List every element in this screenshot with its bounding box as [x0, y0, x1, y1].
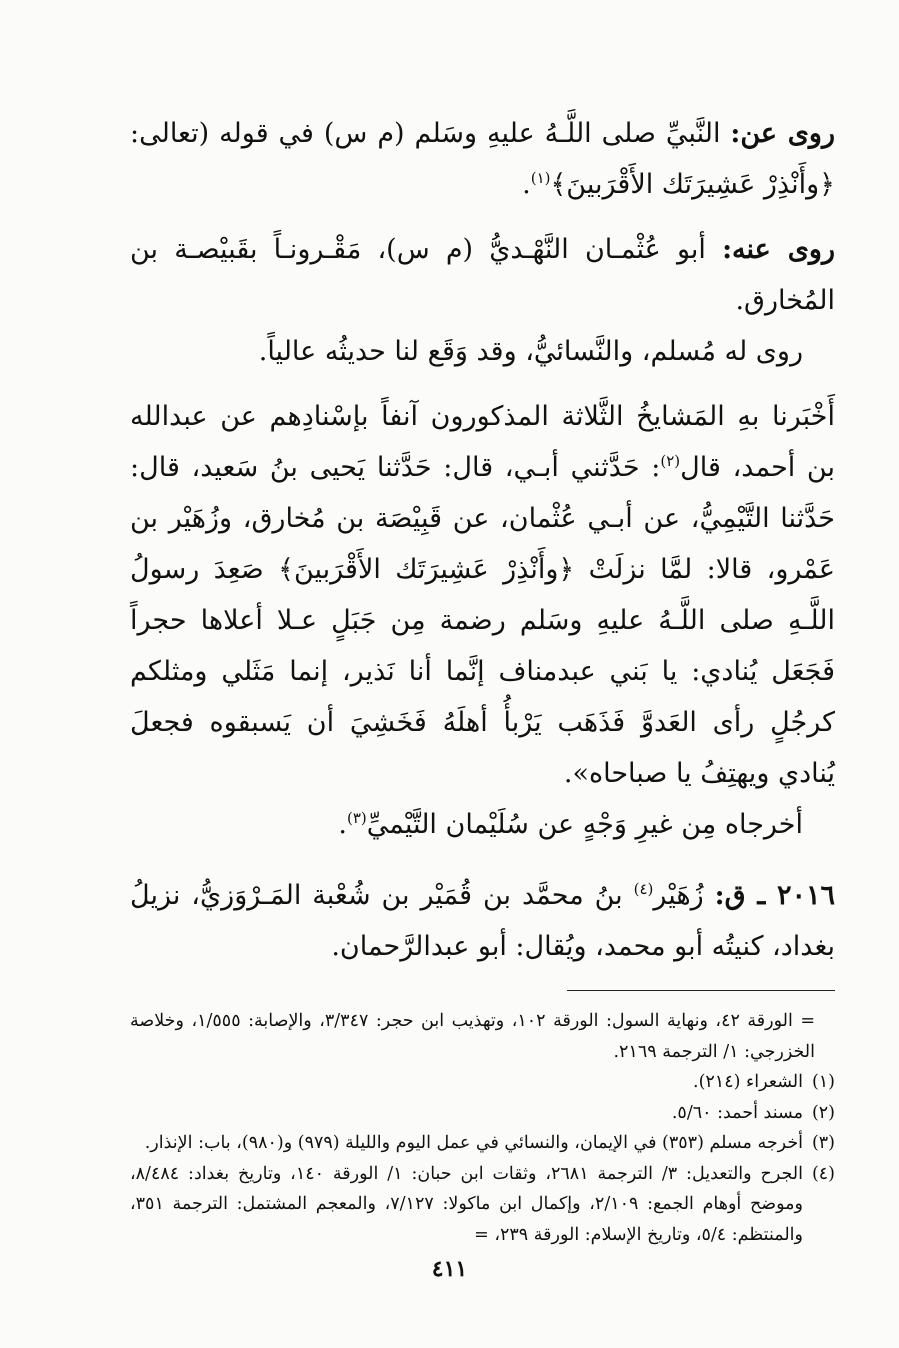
hadith-paragraph: أَخْبَرنا بهِ المَشايخُ الثَّلاثة المذكورون آنفاً بإسْنادِهم عن عبدالله بن أحمد، قال$^{(٢)}$: حَدَّثني أبـي، قال: حَدَّثنا يَحيى بنُ سَعيد، قال: حَدَّثنا التَّيْمِيُّ، عن أبـي عُثْمان، عن قَبِيْصَة بن مُخارق، وزُهَيْر بن عَمْرو، قالا: لمَّا نزلَتْ ﴿وأَنْذِرْ عَشِيرَتَك الأَقْرَبينَ﴾ صَعِدَ رسولُ اللَّـهِ صلى اللَّـهُ عليهِ وسَلم رضمة مِن جَبَلٍ عـلا أعلاها حجراً فَجَعَل يُنادي: يا بَني عبدمناف إنَّما أنا نَذير، إنما مَثَلي ومثلكم كرجُلٍ رأى العَدوَّ فَذَهَب يَرْبأُ أهلَهُ فَخَشِيَ أن يَسبقوه فجعلَ يُنادي ويهتِفُ يا صباحاه». [130, 401, 836, 789]
entry-number-label: ٢٠١٦ ـ ق: [714, 880, 835, 911]
footnote-number: (٤) [811, 1163, 835, 1184]
footnote-1 [130, 1067, 835, 1098]
narrated-for-paragraph: روى له مُسلم، والنَّسائيُّ، وقد وَقَع لنا حديثُه عالياً. [258, 336, 803, 367]
footnotes-section [130, 990, 835, 1250]
footnote-number: (٢) [811, 1102, 835, 1123]
footnote-2 [130, 1098, 835, 1129]
footnote-text: أخرجه مسلم (٣٥٣) في الإيمان، والنسائي في عمل اليوم والليلة (٩٧٩) و(٩٨٠)، باب: الإنذار. [144, 1133, 803, 1153]
footnote-text: الشعراء (٢١٤). [693, 1072, 803, 1092]
footnote-continuation: = الورقة ٤٢، ونهاية السول: الورقة ١٠٢، وتهذيب ابن حجر: ٣/٣٤٧، والإصابة: ١/٥٥٥، وخلاصة الخزرجي: ١/ الترجمة ٢١٦٩. [130, 1011, 815, 1062]
footnote-ref-4: (٤) [633, 880, 654, 898]
footnote-text: الجرح والتعديل: ٣/ الترجمة ٢٦٨١، وثقات ابن حبان: ١/ الورقة ١٤٠، وتاريخ بغداد: ٨/٤٨٤، وموضح أوهام الجمع: ٢/١٠٩، وإكمال ابن ماكولا: ٧/١٢٧، والمعجم المشتمل: الترجمة ٣٥١، والمنتظم: ٥/٤، وتاريخ الإسلام: الورقة ٢٣٩، = [130, 1163, 803, 1245]
footnote-separator [567, 990, 835, 991]
main-text [130, 108, 835, 972]
narrated-by-label: روى عنه: [722, 234, 835, 265]
footnote-number: (١) [811, 1072, 835, 1092]
narrated-by-paragraph [130, 224, 835, 326]
narrated-from-paragraph: روى عن: النَّبيِّ صلى اللَّـهُ عليهِ وسَلم (م س) في قوله (تعالى: ﴿وأَنْذِرْ عَشِيرَتَك الأَقْرَبينَ﴾$^{(١)}$. [130, 118, 835, 200]
entry-2016-paragraph: ٢٠١٦ ـ ق: زُهَيْر$^{(٤)}$ بنُ محمَّد بن قُمَيْر بن شُعْبة المَـرْوَزيُّ، نزيلُ بغداد، كنيتُه أبو محمد، ويُقال: أبو عبدالرَّحمان. [130, 880, 835, 962]
footnote-ref-3: (٣) [347, 809, 367, 827]
book-page [130, 108, 835, 1250]
footnote-ref-1: (١) [530, 169, 551, 187]
footnote-text: مسند أحمد: ٥/٦٠. [671, 1102, 803, 1123]
narrated-by-text: أبو عُثْمـان النَّهْـديُّ (م س)، مَقْـرونـاً بقَبيْصـة بن المُخارق. [130, 234, 835, 316]
footnote-number: (٣) [811, 1133, 835, 1153]
takhrij-paragraph: أخرجاه مِن غيرِ وَجْهٍ عن سُلَيْمان التَّيْميِّ$^{(٣)}$. [338, 809, 803, 840]
footnote-4 [130, 1159, 835, 1251]
narrated-from-label: روى عن: [730, 118, 835, 149]
footnote-3 [130, 1128, 835, 1159]
page-number: ٤١١ [431, 1256, 468, 1282]
footnote-ref-2: (٢) [660, 452, 681, 470]
narrated-from-text: النَّبيِّ صلى اللَّـهُ عليهِ وسَلم (م س) في قوله (تعالى: ﴿وأَنْذِرْ عَشِيرَتَك الأَقْرَبينَ﴾ [130, 118, 835, 200]
